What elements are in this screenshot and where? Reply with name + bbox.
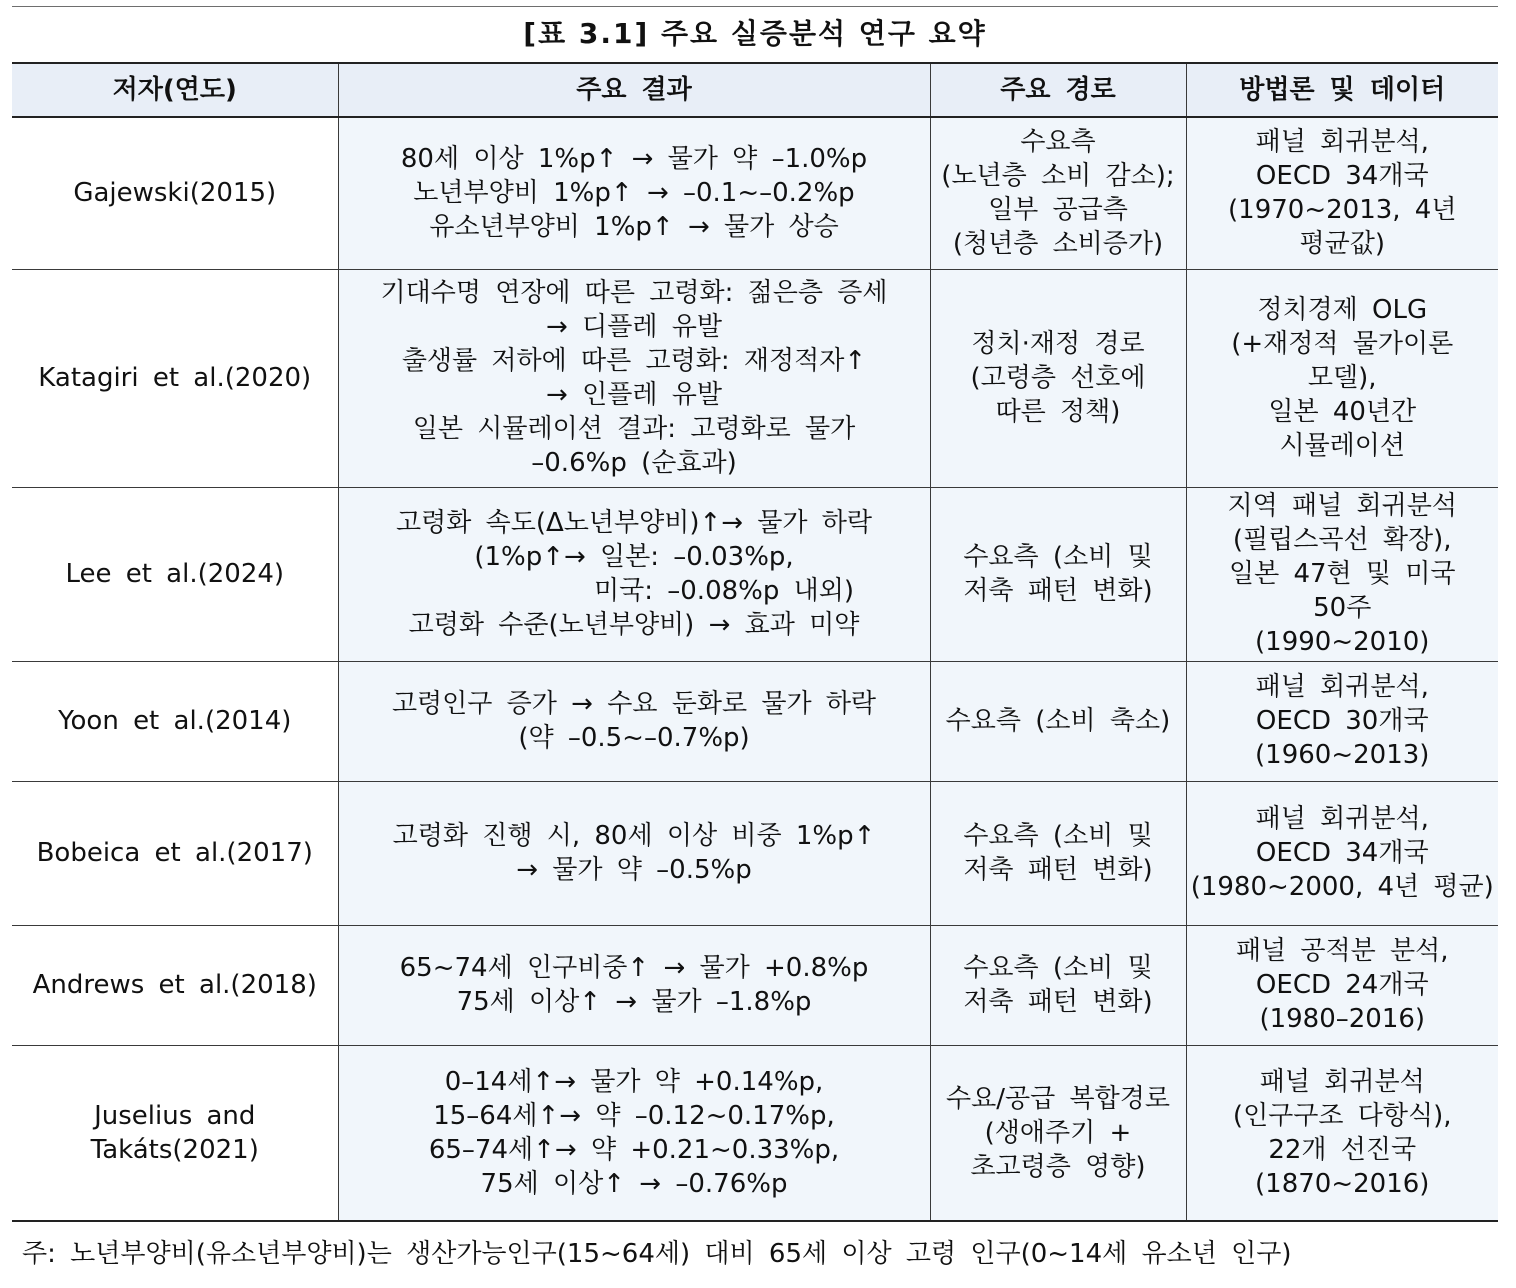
method-line: 시뮬레이션 [1279, 431, 1406, 461]
method-line: 지역 패널 회귀분석 [1227, 491, 1457, 521]
results-line: 75세 이상↑ → 물가 –1.8%p [456, 987, 812, 1017]
author-cell: Andrews et al.(2018) [12, 925, 338, 1045]
table-row [12, 1045, 1498, 1221]
channel-cell [930, 487, 1186, 661]
method-line: 패널 회귀분석, [1255, 127, 1429, 158]
author-cell: Lee et al.(2024) [12, 487, 338, 661]
channel-cell [930, 269, 1186, 487]
author-cell: Gajewski(2015) [12, 117, 338, 269]
results-cell [338, 1045, 930, 1221]
author-cell: Katagiri et al.(2020) [12, 269, 338, 487]
method-line: 일본 47현 및 미국 [1228, 559, 1456, 589]
header-method: 방법론 및 데이터 [1186, 63, 1498, 117]
method-cell [1186, 117, 1498, 269]
method-line: 평균값) [1299, 229, 1385, 260]
method-cell [1186, 781, 1498, 925]
method-line: (1970~2013, 4년 [1228, 195, 1457, 226]
results-line: 고령화 수준(노년부양비) → 효과 미약 [408, 610, 860, 640]
method-line: 50주 [1313, 593, 1372, 623]
method-line: (1870~2016) [1255, 1168, 1430, 1199]
results-line: 80세 이상 1%p↑ → 물가 약 –1.0%p [400, 144, 868, 175]
results-line: 일본 시뮬레이션 결과: 고령화로 물가 [412, 414, 856, 444]
summary-table [12, 62, 1498, 1222]
method-cell [1186, 661, 1498, 781]
method-line: OECD 30개국 [1255, 706, 1429, 736]
results-line: 고령화 진행 시, 80세 이상 비중 1%p↑ [392, 821, 876, 851]
results-line: 노년부양비 1%p↑ → –0.1~–0.2%p [413, 178, 855, 209]
results-line: 75세 이상↑ → –0.76%p [480, 1168, 788, 1199]
method-line: (인구구조 다항식), [1232, 1100, 1452, 1131]
channel-line: 수요측 (소비 및 [963, 542, 1153, 572]
author-cell: Yoon et al.(2014) [12, 661, 338, 781]
results-line: 출생률 저하에 따른 고령화: 재정적자↑ [401, 346, 867, 376]
top-rule [12, 6, 1498, 7]
header-row [12, 63, 1498, 117]
method-line: (1960~2013) [1255, 740, 1430, 770]
results-line: 65~74세 인구비중↑ → 물가 +0.8%p [399, 953, 869, 983]
header-results: 주요 결과 [338, 63, 930, 117]
method-line: (+재정적 물가이론 [1231, 329, 1454, 359]
channel-line: 저축 패턴 변화) [963, 855, 1153, 885]
results-line: 15–64세↑→ 약 –0.12~0.17%p, [433, 1100, 835, 1131]
results-line: 65–74세↑→ 약 +0.21~0.33%p, [428, 1134, 840, 1165]
method-line: 패널 공적분 분석, [1235, 936, 1449, 966]
method-cell [1186, 269, 1498, 487]
channel-line: (노년층 소비 감소); [941, 161, 1175, 192]
results-cell [338, 487, 930, 661]
table-row [12, 117, 1498, 269]
method-line: 일본 40년간 [1268, 397, 1417, 427]
method-line: 패널 회귀분석 [1259, 1066, 1425, 1097]
channel-line: (청년층 소비증가) [952, 229, 1164, 260]
table-note: 주: 노년부양비(유소년부양비)는 생산가능인구(15~64세) 대비 65세 이상 고령 인구(0~14세 유소년 인구) [22, 1239, 1292, 1269]
channel-line: 수요측 (소비 및 [963, 953, 1153, 983]
channel-line: 정치·재정 경로 [971, 329, 1145, 359]
method-line: 패널 회귀분석, [1255, 672, 1429, 702]
channel-line: 수요측 (소비 축소) [945, 706, 1171, 736]
table-row [12, 781, 1498, 925]
table-title: [표 3.1] 주요 실증분석 연구 요약 [523, 17, 987, 50]
table-row [12, 487, 1498, 661]
channel-line: 따른 정책) [995, 397, 1121, 427]
channel-line: (생애주기 + [984, 1117, 1132, 1148]
channel-line: 저축 패턴 변화) [963, 576, 1153, 606]
results-line: (1%p↑→ 일본: –0.03%p, [474, 542, 794, 572]
author-cell: Bobeica et al.(2017) [12, 781, 338, 925]
results-line: → 디플레 유발 [546, 312, 722, 342]
results-line: 유소년부양비 1%p↑ → 물가 상승 [429, 212, 839, 243]
method-line: 모델), [1307, 363, 1377, 393]
results-line: 고령인구 증가 → 수요 둔화로 물가 하락 [391, 689, 877, 719]
channel-line: 수요측 (소비 및 [963, 821, 1153, 851]
results-line: → 물가 약 –0.5%p [516, 855, 752, 885]
method-line: (1980–2016) [1259, 1004, 1426, 1034]
results-cell [338, 117, 930, 269]
header-channel: 주요 경로 [930, 63, 1186, 117]
results-cell [338, 661, 930, 781]
method-line: 정치경제 OLG [1257, 295, 1428, 325]
method-line: OECD 24개국 [1255, 970, 1429, 1000]
method-line: (필립스곡선 확장), [1232, 525, 1452, 555]
channel-line: 저축 패턴 변화) [963, 987, 1153, 1017]
method-line: 22개 선진국 [1268, 1134, 1417, 1165]
method-cell [1186, 1045, 1498, 1221]
channel-cell [930, 117, 1186, 269]
channel-cell [930, 781, 1186, 925]
table-row [12, 925, 1498, 1045]
method-line: (1980~2000, 4년 평균) [1190, 872, 1494, 902]
results-line: 기대수명 연장에 따른 고령화: 젊은층 증세 [380, 278, 888, 308]
method-line: (1990~2010) [1255, 627, 1430, 657]
method-line: OECD 34개국 [1255, 161, 1429, 192]
results-line: 미국: –0.08%p 내외) [594, 576, 854, 606]
channel-line: 초고령층 영향) [970, 1151, 1146, 1182]
channel-line: 일부 공급측 [988, 195, 1128, 226]
channel-cell [930, 661, 1186, 781]
results-cell [338, 781, 930, 925]
table-row [12, 269, 1498, 487]
channel-line: (고령층 선호에 [970, 363, 1146, 393]
results-cell [338, 269, 930, 487]
method-cell [1186, 925, 1498, 1045]
results-line: → 인플레 유발 [546, 380, 722, 410]
method-line: OECD 34개국 [1255, 838, 1429, 868]
table-row [12, 661, 1498, 781]
channel-line: 수요/공급 복합경로 [946, 1083, 1170, 1114]
results-cell [338, 925, 930, 1045]
results-line: (약 –0.5~–0.7%p) [518, 723, 750, 753]
author-cell: Juselius and Takáts(2021) [12, 1045, 338, 1221]
method-cell [1186, 487, 1498, 661]
channel-line: 수요측 [1020, 127, 1096, 158]
results-line: 고령화 속도(Δ노년부양비)↑→ 물가 하락 [395, 508, 873, 538]
header-author: 저자(연도) [12, 63, 338, 117]
channel-cell [930, 925, 1186, 1045]
method-line: 패널 회귀분석, [1255, 804, 1429, 834]
results-line: 0–14세↑→ 물가 약 +0.14%p, [444, 1066, 824, 1097]
channel-cell [930, 1045, 1186, 1221]
results-line: –0.6%p (순효과) [531, 448, 737, 478]
